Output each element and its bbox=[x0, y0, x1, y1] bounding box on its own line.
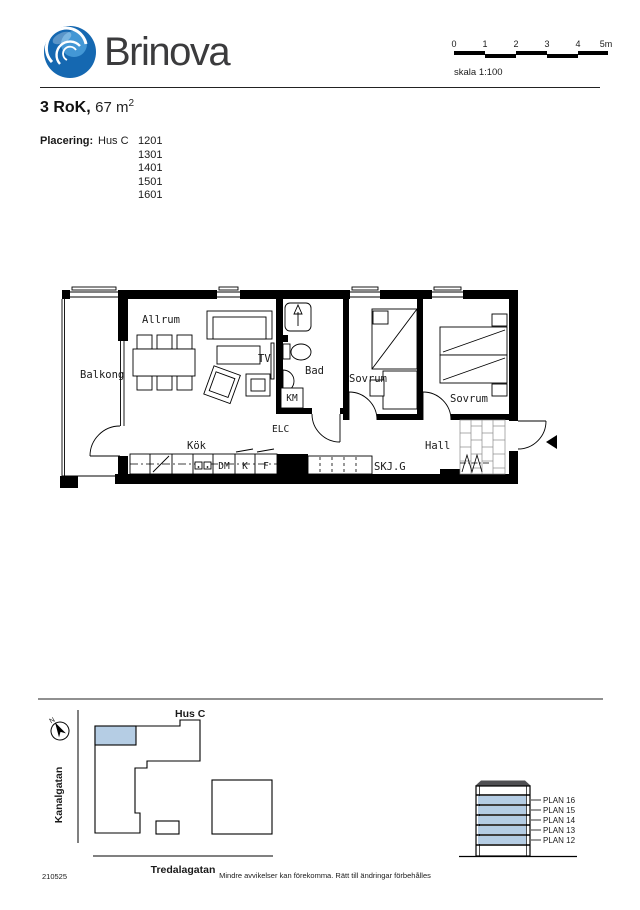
label-sovrum-small: Sovrum bbox=[349, 373, 387, 385]
building-elevation bbox=[459, 781, 577, 857]
large-building bbox=[212, 780, 272, 834]
unit-number: 1601 bbox=[138, 189, 163, 201]
roof bbox=[475, 781, 531, 787]
apartment-highlight bbox=[95, 726, 136, 745]
dining-set bbox=[133, 335, 195, 390]
scale-bar-segments bbox=[454, 51, 608, 58]
bathroom-door bbox=[312, 414, 340, 442]
scale-caption: skala 1:100 bbox=[454, 67, 503, 78]
armchair bbox=[204, 366, 241, 404]
entry-door bbox=[518, 421, 546, 449]
unit-number: 1401 bbox=[138, 162, 163, 174]
apartment-type: 3 RoK, bbox=[40, 99, 91, 116]
label-km: KM bbox=[286, 393, 298, 404]
entrance-marker-icon bbox=[546, 435, 557, 449]
svg-text:0: 0 bbox=[451, 39, 457, 49]
label-tv: TV bbox=[258, 353, 271, 365]
kitchen-counter bbox=[130, 449, 277, 474]
coffee-table bbox=[217, 346, 260, 364]
floor-label: PLAN 15 bbox=[543, 806, 576, 815]
coat-rack-icon bbox=[462, 455, 482, 472]
scale-bar bbox=[448, 34, 623, 82]
north-compass-icon bbox=[44, 713, 72, 744]
window-sovrum-small bbox=[350, 287, 380, 297]
disclaimer: Mindre avvikelser kan förekomma. Rätt till ändringar förbehålles bbox=[219, 871, 431, 880]
floorplan-svg bbox=[60, 286, 560, 498]
placering-building: Hus C bbox=[98, 135, 129, 147]
entrance-tiles bbox=[460, 420, 505, 474]
date-code: 210525 bbox=[42, 872, 68, 881]
floor-label: PLAN 14 bbox=[543, 816, 576, 825]
label-k: K bbox=[242, 461, 248, 472]
window-allrum bbox=[217, 287, 240, 297]
label-dm: DM bbox=[218, 461, 230, 472]
scale-tick-labels bbox=[451, 39, 612, 49]
bedroom-large-door bbox=[423, 392, 451, 420]
label-elc: ELC bbox=[272, 424, 290, 435]
floor-label: PLAN 13 bbox=[543, 826, 576, 835]
wardrobe-skjg bbox=[308, 456, 372, 474]
brand-header bbox=[42, 24, 229, 80]
floor-labels bbox=[531, 796, 576, 845]
label-allrum: Allrum bbox=[142, 314, 180, 326]
svg-text:5m: 5m bbox=[599, 39, 613, 49]
label-f: F bbox=[263, 461, 269, 472]
bed-double bbox=[440, 314, 507, 396]
label-hall: Hall bbox=[425, 440, 451, 452]
site-building-label: Hus C bbox=[175, 708, 206, 720]
small-building bbox=[156, 821, 179, 834]
svg-text:4: 4 bbox=[575, 39, 581, 49]
placering-label: Placering: bbox=[40, 135, 94, 147]
svg-text:1: 1 bbox=[482, 39, 488, 49]
balcony-railing bbox=[62, 299, 124, 476]
window-balkong bbox=[70, 287, 118, 297]
brand-wordmark: Brinova bbox=[104, 29, 230, 74]
north-label: N bbox=[48, 716, 57, 726]
unit-number: 1301 bbox=[138, 148, 163, 161]
label-skjg: SKJ.G bbox=[374, 461, 406, 473]
header-divider bbox=[40, 87, 600, 88]
unit-number: 1501 bbox=[138, 175, 163, 188]
bed-single bbox=[370, 309, 417, 409]
brinova-logo-icon bbox=[42, 24, 98, 80]
street-label-left: Kanalgatan bbox=[53, 766, 65, 824]
unit-number: 1201 bbox=[138, 135, 163, 147]
label-sovrum-large: Sovrum bbox=[450, 393, 488, 405]
svg-text:3: 3 bbox=[544, 39, 550, 49]
window-sovrum-large bbox=[432, 287, 463, 297]
floor-bands bbox=[476, 795, 530, 845]
svg-text:2: 2 bbox=[513, 39, 519, 49]
toilet-icon bbox=[283, 344, 311, 360]
sofa bbox=[207, 311, 272, 339]
floor-label: PLAN 12 bbox=[543, 836, 576, 845]
siteplan-svg bbox=[35, 698, 607, 893]
listing-title bbox=[40, 98, 134, 117]
apartment-area: 67 $m^2$ bbox=[95, 98, 135, 116]
floor-label: PLAN 16 bbox=[543, 796, 576, 805]
desk bbox=[383, 371, 417, 409]
street-label-bottom: Tredalagatan bbox=[150, 864, 216, 876]
label-kok: Kök bbox=[187, 440, 206, 452]
balcony-door bbox=[90, 426, 120, 456]
placering-block bbox=[40, 135, 162, 203]
label-balkong: Balkong bbox=[80, 369, 125, 381]
floor-drain-arrow-icon bbox=[294, 305, 302, 326]
label-bad: Bad bbox=[305, 365, 324, 377]
placering-units bbox=[138, 135, 162, 203]
